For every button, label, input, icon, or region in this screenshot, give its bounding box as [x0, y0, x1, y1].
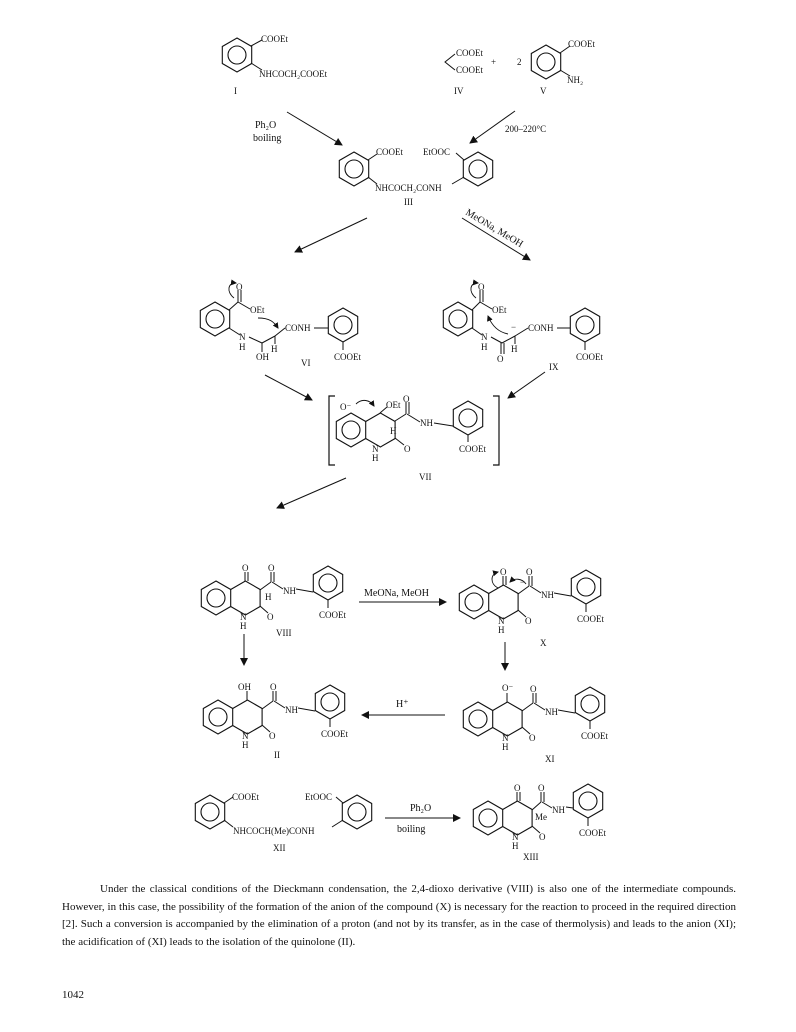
svg-text:H: H	[511, 344, 518, 354]
svg-text:+: +	[491, 57, 497, 67]
svg-text:MeONa, MeOH: MeONa, MeOH	[364, 588, 429, 599]
compound-XII	[195, 792, 371, 853]
svg-text:N: N	[498, 616, 505, 626]
svg-text:H: H	[372, 453, 379, 463]
compound-IX	[443, 282, 603, 372]
arrow-VII-to-VIII	[277, 478, 346, 508]
svg-text:COOEt: COOEt	[232, 792, 259, 802]
svg-text:O: O	[497, 354, 504, 364]
svg-text:2: 2	[517, 57, 522, 67]
svg-text:N: N	[481, 332, 488, 342]
svg-text:NH: NH	[420, 418, 433, 428]
compound-IV	[445, 48, 522, 96]
compound-label-VII: VII	[419, 472, 432, 482]
compound-XI	[463, 683, 608, 764]
compound-label-XII: XII	[273, 843, 286, 853]
svg-text:COOEt: COOEt	[577, 614, 604, 624]
svg-text:200–220°C: 200–220°C	[505, 124, 547, 134]
svg-text:O: O	[478, 282, 485, 292]
arrow-III-to-VI	[295, 218, 367, 252]
svg-text:N: N	[240, 612, 247, 622]
svg-text:N: N	[512, 832, 519, 842]
svg-text:COOEt: COOEt	[581, 731, 608, 741]
svg-text:N: N	[242, 731, 249, 741]
compound-VII	[329, 394, 499, 482]
svg-text:−: −	[520, 577, 526, 587]
svg-text:N: N	[502, 733, 509, 743]
svg-text:O: O	[538, 783, 545, 793]
svg-text:OEt: OEt	[250, 305, 265, 315]
svg-text:Me: Me	[535, 812, 547, 822]
compound-label-IV: IV	[454, 86, 464, 96]
svg-text:boiling: boiling	[253, 133, 282, 144]
svg-text:H: H	[512, 841, 519, 851]
body-paragraph: Under the classical conditions of the Dieckmann condensation, the 2,4-dioxo derivative (VIII) is also one of the intermediate compounds. However, in this case, the possibility of the formation of the anion of the compound (X) is necessary for the reaction to proceed in the required direction [2]. Such a conversion is accompanied by the elimination of a proton (and not by its transfer, as in the case of thermolysis) and leads to the anion (XI); the acidification of (XI) leads to the isolation of the quinolone (II).	[62, 883, 736, 948]
svg-text:O⁻: O⁻	[340, 402, 352, 412]
svg-text:NHCOCH₂COOEt: NHCOCH₂COOEt	[259, 69, 328, 79]
svg-text:EtOOC: EtOOC	[305, 792, 332, 802]
svg-text:O: O	[514, 783, 521, 793]
svg-text:Ph₂O: Ph₂O	[255, 120, 277, 131]
svg-text:O: O	[529, 733, 536, 743]
svg-text:O: O	[270, 682, 277, 692]
svg-text:H: H	[502, 742, 509, 752]
svg-text:CONH: CONH	[285, 323, 311, 333]
svg-text:NHCOCH₂CONH: NHCOCH₂CONH	[375, 183, 442, 193]
svg-text:OH: OH	[256, 352, 269, 362]
svg-text:NH: NH	[541, 590, 554, 600]
svg-text:boiling: boiling	[397, 824, 426, 835]
svg-text:NH: NH	[283, 586, 296, 596]
svg-text:COOEt: COOEt	[456, 48, 483, 58]
svg-text:H: H	[481, 342, 488, 352]
svg-text:OH: OH	[238, 682, 251, 692]
svg-text:H: H	[498, 625, 505, 635]
compound-I	[222, 34, 327, 96]
svg-text:O: O	[267, 612, 274, 622]
svg-text:COOEt: COOEt	[568, 39, 595, 49]
svg-text:O: O	[403, 394, 410, 404]
svg-text:H: H	[242, 740, 249, 750]
svg-text:Ph₂O: Ph₂O	[410, 803, 432, 814]
compound-label-VI: VI	[301, 358, 311, 368]
arrow-IX-to-VII	[508, 372, 545, 398]
compound-label-III: III	[404, 197, 413, 207]
svg-text:COOEt: COOEt	[319, 610, 346, 620]
svg-text:COOEt: COOEt	[459, 444, 486, 454]
svg-text:N: N	[372, 444, 379, 454]
svg-text:OEt: OEt	[386, 400, 401, 410]
svg-text:CONH: CONH	[528, 323, 554, 333]
svg-text:O⁻: O⁻	[502, 683, 514, 693]
svg-text:EtOOC: EtOOC	[423, 147, 450, 157]
svg-text:COOEt: COOEt	[321, 729, 348, 739]
arrow-I-to-III	[287, 112, 342, 145]
compound-label-IX: IX	[549, 362, 559, 372]
svg-text:H: H	[271, 344, 278, 354]
svg-text:COOEt: COOEt	[579, 828, 606, 838]
svg-text:NH: NH	[545, 707, 558, 717]
compound-VI	[200, 282, 361, 368]
svg-text:O: O	[530, 684, 537, 694]
svg-text:COOEt: COOEt	[456, 65, 483, 75]
svg-text:NHCOCH(Me)CONH: NHCOCH(Me)CONH	[233, 826, 315, 836]
svg-text:COOEt: COOEt	[261, 34, 288, 44]
svg-text:O: O	[404, 444, 411, 454]
svg-text:O: O	[242, 563, 249, 573]
compound-III	[339, 147, 492, 207]
compound-label-X: X	[540, 638, 547, 648]
page-number: 1042	[62, 989, 84, 1001]
svg-text:NH: NH	[552, 805, 565, 815]
svg-text:O: O	[526, 567, 533, 577]
svg-text:O: O	[500, 567, 507, 577]
svg-text:−: −	[511, 322, 517, 332]
svg-text:N: N	[239, 332, 246, 342]
compound-label-V: V	[540, 86, 547, 96]
compound-VIII	[201, 563, 346, 638]
compound-XIII	[473, 783, 606, 862]
arrow-VI-to-VII	[265, 375, 312, 400]
svg-text:OEt: OEt	[492, 305, 507, 315]
svg-text:O: O	[236, 282, 243, 292]
svg-text:O: O	[525, 616, 532, 626]
compound-label-XI: XI	[545, 754, 555, 764]
compound-II	[203, 682, 348, 760]
compound-label-II: II	[274, 750, 280, 760]
svg-text:O: O	[269, 731, 276, 741]
compound-label-VIII: VIII	[276, 628, 292, 638]
svg-text:COOEt: COOEt	[334, 352, 361, 362]
compound-label-I: I	[234, 86, 237, 96]
svg-text:MeONa, MeOH: MeONa, MeOH	[463, 207, 525, 251]
svg-text:H⁺: H⁺	[396, 699, 409, 710]
svg-text:COOEt: COOEt	[376, 147, 403, 157]
svg-text:NH: NH	[285, 705, 298, 715]
compound-X	[459, 567, 604, 648]
svg-text:H: H	[265, 592, 272, 602]
compound-V	[531, 39, 595, 96]
compound-label-XIII: XIII	[523, 852, 539, 862]
svg-text:O: O	[539, 832, 546, 842]
svg-text:O: O	[268, 563, 275, 573]
svg-text:COOEt: COOEt	[576, 352, 603, 362]
svg-text:H: H	[390, 426, 397, 436]
svg-text:NH₂: NH₂	[567, 75, 584, 85]
svg-text:H: H	[239, 342, 246, 352]
svg-text:H: H	[240, 621, 247, 631]
